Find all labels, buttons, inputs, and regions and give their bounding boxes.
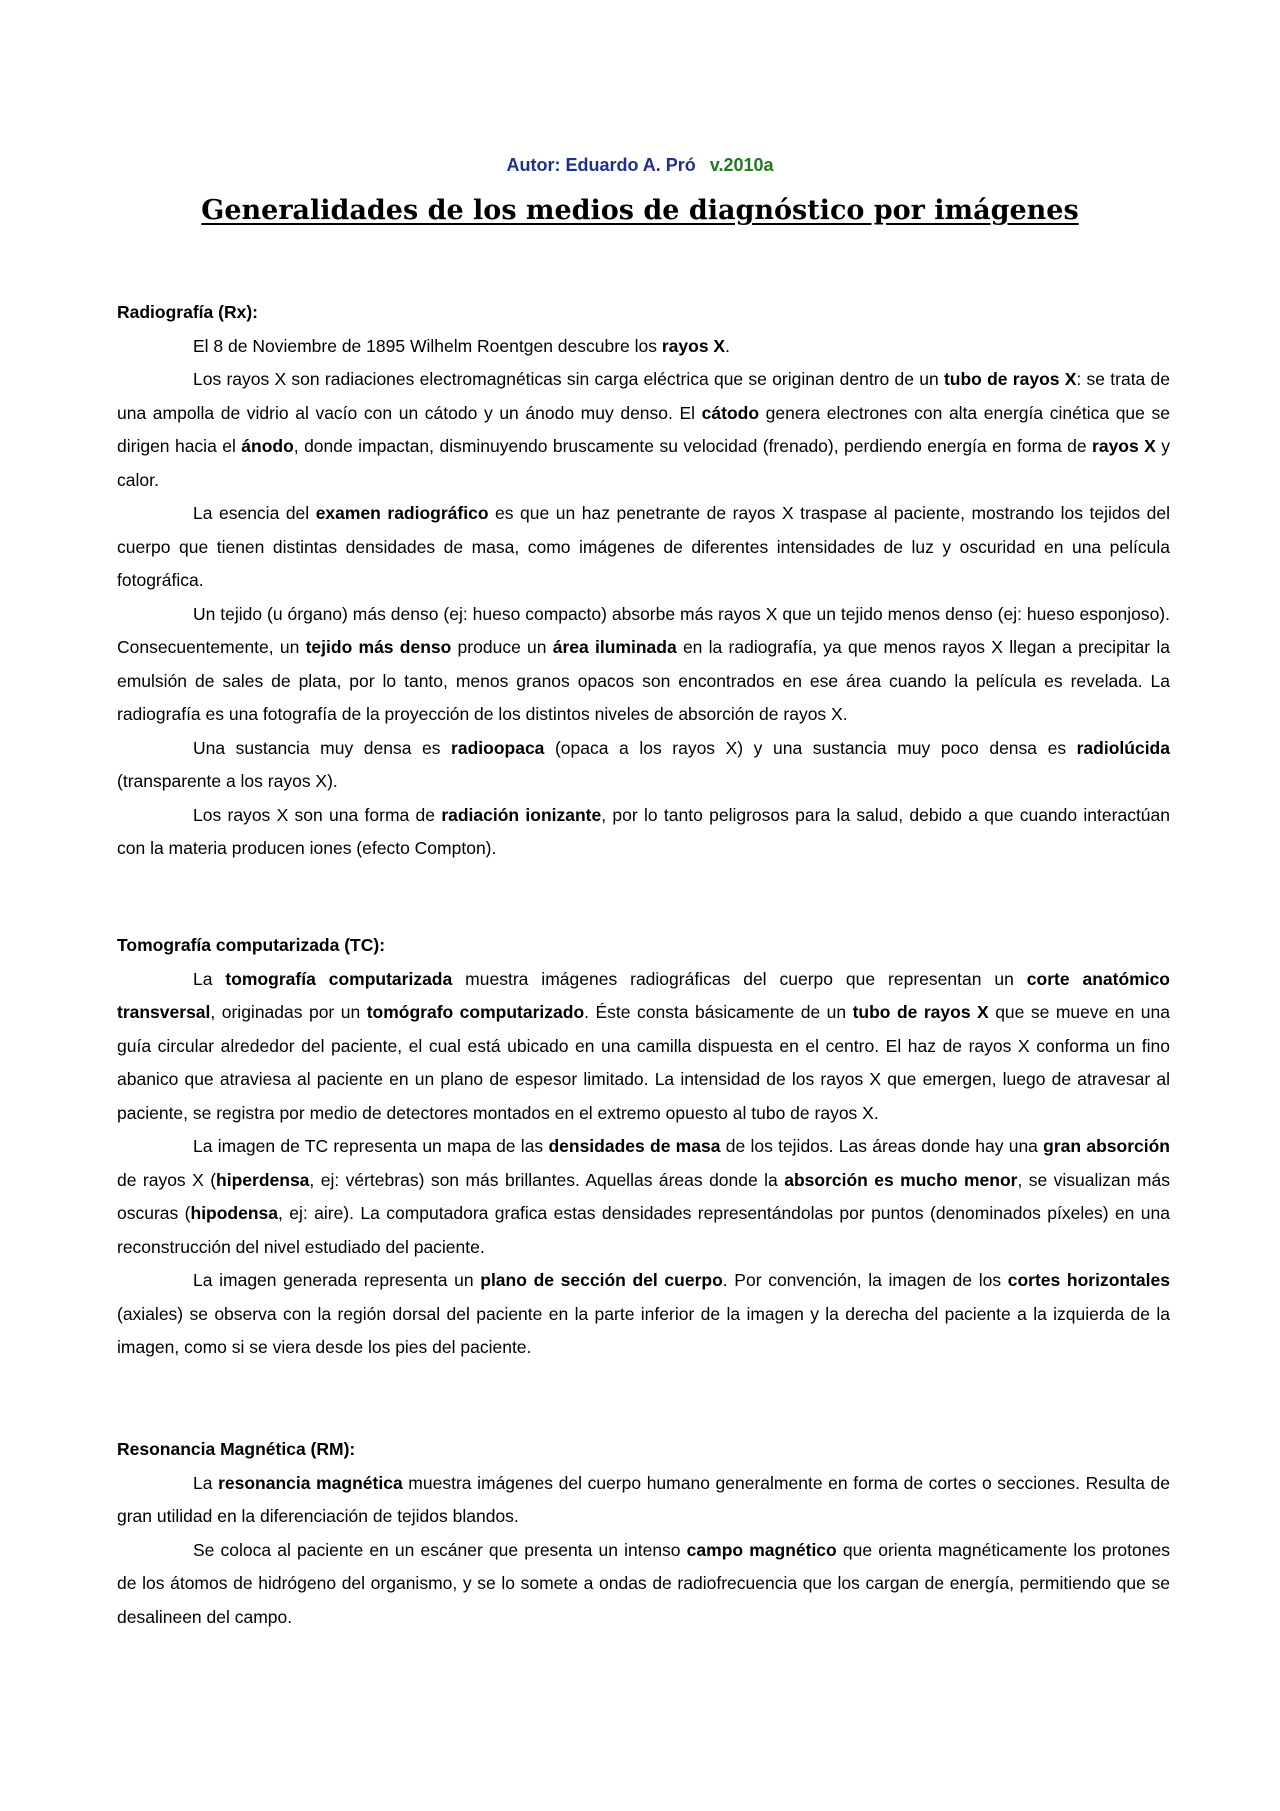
text-run: , originadas por un [210, 1002, 367, 1022]
text-run: , ej: aire). La computadora grafica estas densidades representándolas por puntos (denominados píxeles) en una reconstrucción del nivel estudiado del paciente. [117, 1203, 1170, 1257]
text-run: de rayos X ( [117, 1169, 217, 1190]
text-run: que orienta magnéticamente los protones de los átomos de hidrógeno del organismo, y se lo somete a ondas de radiofrecuencia que los cargan de energía, permitiendo que se desalineen del campo. [117, 1539, 1170, 1627]
bold-term: tomografía computarizada [225, 968, 453, 989]
bold-term: tubo de rayos X [852, 1002, 989, 1022]
bold-term: hiperdensa [216, 1169, 310, 1190]
section-resonancia [117, 1433, 1170, 1634]
bold-term: plano de sección del cuerpo [480, 1270, 723, 1290]
text-run: , se visualizan más oscuras ( [117, 1169, 1170, 1223]
section-heading: Resonancia Magnética (RM): [117, 1439, 356, 1459]
document-title: Generalidades de los medios de diagnóstico por imágenes [201, 195, 1079, 226]
text-run: Se coloca al paciente en un escáner que presenta un intenso [193, 1539, 687, 1560]
text-run: de los tejidos. Las áreas donde hay una [720, 1136, 1044, 1156]
body-paragraph [117, 330, 1170, 364]
text-run: La imagen generada representa un [193, 1270, 481, 1290]
bold-term: absorción es mucho menor [784, 1169, 1018, 1190]
section-heading: Tomografía computarizada (TC): [117, 935, 386, 955]
bold-term: tomógrafo computarizado [366, 1002, 585, 1022]
bold-term: resonancia magnética [218, 1472, 403, 1493]
body-paragraph [117, 1264, 1170, 1365]
bold-term: rayos X [661, 335, 726, 356]
bold-term: cortes horizontales [1007, 1270, 1170, 1290]
text-run: y calor. [117, 436, 1171, 490]
text-run: (axiales) se observa con la región dorsal del paciente en la parte inferior de la imagen y la derecha del paciente a la izquierda de la imagen, como si se viera desde los pies del paciente. [117, 1303, 1170, 1357]
bold-term: radiación ionizante [441, 804, 602, 825]
bold-term: cátodo [701, 402, 760, 423]
text-run: : se trata de una ampolla de vidrio al vacío con un cátodo y un ánodo muy denso. El [117, 369, 1170, 423]
text-run: . Por convención, la imagen de los [722, 1270, 1008, 1290]
bold-term: radioopaca [451, 737, 545, 758]
text-run: Un tejido (u órgano) más denso (ej: hueso compacto) absorbe más rayos X que un tejido menos denso (ej: hueso esponjoso). Consecuentemente, un [117, 603, 1170, 657]
text-run: en la radiografía, ya que menos rayos X llegan a precipitar la emulsión de sales de plata, por lo tanto, menos granos opacos son encontrados en ese área cuando la película es revelada. La radiografía es una fotografía de la proyección de los distintos niveles de absorción de rayos X. [117, 637, 1170, 724]
bold-term: campo magnético [686, 1539, 837, 1560]
section-heading: Radiografía (Rx): [117, 302, 258, 322]
text-run: La imagen de TC representa un mapa de las [193, 1136, 549, 1156]
text-run: , por lo tanto peligrosos para la salud, debido a que cuando interactúan con la materia producen iones (efecto Compton). [117, 804, 1171, 858]
bold-term: densidades de masa [548, 1136, 721, 1156]
text-run: . Éste consta básicamente de un [584, 1002, 853, 1022]
text-run: genera electrones con alta energía cinética que se dirigen hacia el [117, 402, 1170, 456]
document-version: v.2010a [709, 155, 774, 175]
text-run: produce un [451, 637, 553, 657]
text-run: , donde impactan, disminuyendo bruscamente su velocidad (frenado), perdiendo energía en forma de [293, 436, 1093, 456]
text-run: muestra imágenes radiográficas del cuerpo que representan un [452, 968, 1027, 989]
body-paragraph [117, 1130, 1170, 1264]
text-run: muestra imágenes del cuerpo humano generalmente en forma de cortes o secciones. Resulta de gran utilidad en la diferenciación de tejidos blandos. [117, 1472, 1171, 1526]
text-run: (transparente a los rayos X). [117, 771, 338, 791]
bold-term: gran absorción [1043, 1136, 1170, 1156]
text-run: Los rayos X son una forma de [193, 804, 442, 825]
body-paragraph [117, 363, 1170, 497]
body-paragraph [117, 1467, 1170, 1534]
bold-term: tejido más denso [305, 637, 452, 657]
bold-term: tubo de rayos X [943, 369, 1077, 389]
text-run: es que un haz penetrante de rayos X traspase al paciente, mostrando los tejidos del cuerpo que tienen distintas densidades de masa, como imágenes de diferentes intensidades de luz y oscuridad en una película fotográfica. [117, 503, 1170, 590]
text-run: (opaca a los rayos X) y una sustancia muy poco densa es [544, 737, 1077, 758]
body-paragraph [117, 598, 1170, 732]
text-run: Una sustancia muy densa es [193, 737, 452, 758]
text-run: La [193, 968, 226, 989]
section-radiografia [117, 296, 1170, 866]
text-run: , ej: vértebras) son más brillantes. Aquellas áreas donde la [309, 1169, 785, 1190]
bold-term: examen radiográfico [315, 503, 489, 523]
bold-term: ánodo [241, 436, 294, 456]
bold-term: radiolúcida [1076, 737, 1170, 758]
author-line [0, 153, 1280, 177]
body-paragraph [117, 497, 1170, 598]
body-paragraph [117, 1534, 1170, 1635]
text-run: Los rayos X son radiaciones electromagnéticas sin carga eléctrica que se originan dentro de un [193, 369, 944, 389]
bold-term: hipodensa [190, 1203, 279, 1223]
bold-term: rayos X [1092, 436, 1156, 456]
bold-term: corte anatómico transversal [117, 968, 1170, 1022]
text-run: La [193, 1472, 219, 1493]
body-paragraph [117, 963, 1170, 1131]
body-paragraph [117, 799, 1170, 866]
text-run: que se mueve en una guía circular alrededor del paciente, el cual está ubicado en una camilla dispuesta en el centro. El haz de rayos X conforma un fino abanico que atraviesa al paciente en un plano de espesor limitado. La intensidad de los rayos X que emergen, luego de atravesar al paciente, se registra por medio de detectores montados en el extremo opuesto al tubo de rayos X. [117, 1002, 1170, 1123]
text-run: La esencia del [193, 503, 316, 523]
bold-term: área iluminada [552, 637, 677, 657]
author-name: Autor: Eduardo A. Pró [506, 155, 696, 175]
body-paragraph [117, 732, 1170, 799]
text-run: El 8 de Noviembre de 1895 Wilhelm Roentgen descubre los [193, 335, 662, 356]
section-tomografia [117, 929, 1170, 1365]
text-run: . [725, 335, 730, 356]
